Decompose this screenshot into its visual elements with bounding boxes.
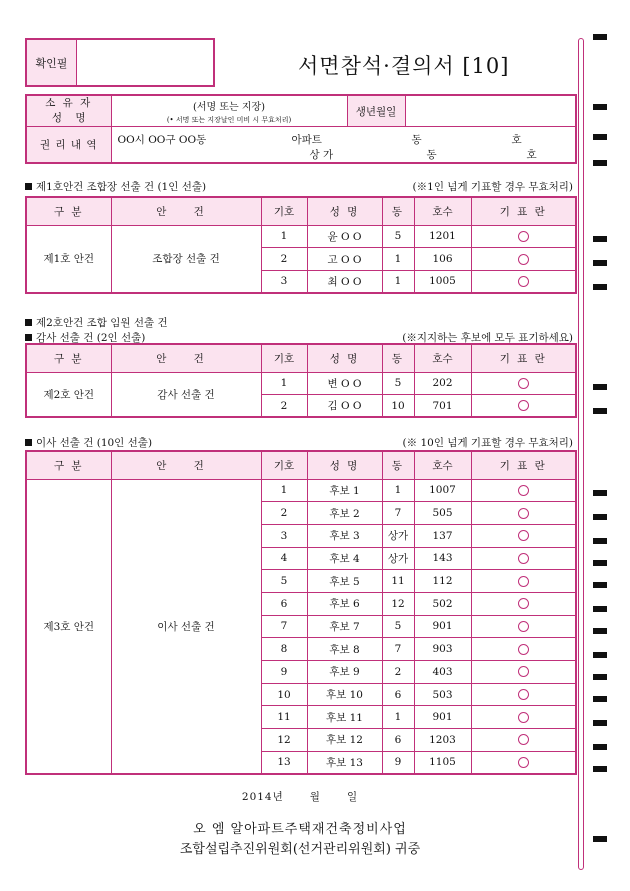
- candidate-number: 11: [261, 706, 307, 729]
- candidate-ho: 106: [414, 248, 471, 271]
- candidate-number: 1: [261, 372, 307, 395]
- owner-name-label: 소 유 자 성 명: [26, 95, 111, 127]
- signature-note: (• 서명 또는 지장날인 미비 시 무효처리): [166, 115, 292, 124]
- header-dong: 동: [382, 197, 414, 225]
- vote-cell[interactable]: [471, 270, 576, 293]
- vote-cell[interactable]: [471, 683, 576, 706]
- candidate-name: 후보 13: [307, 751, 382, 774]
- vote-circle-icon[interactable]: [518, 276, 529, 287]
- header-ho: 호수: [414, 344, 471, 372]
- candidate-number: 2: [261, 502, 307, 525]
- birthdate-label: 생년월일: [347, 95, 405, 127]
- candidate-name: 후보 4: [307, 547, 382, 570]
- candidate-dong: 1: [382, 706, 414, 729]
- candidate-ho: 1005: [414, 270, 471, 293]
- candidate-name: 후보 6: [307, 592, 382, 615]
- candidate-ho: 505: [414, 502, 471, 525]
- section3-title: 이사 선출 건 (10인 선출): [25, 435, 152, 450]
- vote-circle-icon[interactable]: [518, 530, 529, 541]
- candidate-ho: 701: [414, 395, 471, 418]
- candidate-ho: 901: [414, 706, 471, 729]
- date-line: 2014년 월 일: [241, 791, 359, 803]
- header-agenda: 안 건: [111, 197, 261, 225]
- candidate-name: 후보 2: [307, 502, 382, 525]
- vote-table-1: [25, 196, 577, 294]
- scan-mark: [593, 236, 607, 242]
- candidate-dong: 6: [382, 683, 414, 706]
- candidate-dong: 9: [382, 751, 414, 774]
- birthdate-field[interactable]: [405, 95, 576, 127]
- shop-ho-label: 호: [526, 149, 537, 161]
- vote-circle-icon[interactable]: [518, 400, 529, 411]
- candidate-number: 6: [261, 592, 307, 615]
- vote-circle-icon[interactable]: [518, 757, 529, 768]
- vote-circle-icon[interactable]: [518, 644, 529, 655]
- vote-circle-icon[interactable]: [518, 485, 529, 496]
- scan-mark: [593, 836, 607, 842]
- agenda-category: 제3호 안건: [26, 479, 111, 774]
- vote-table-2: [25, 343, 577, 418]
- agenda-title: 조합장 선출 건: [111, 225, 261, 293]
- scan-mark: [593, 652, 607, 658]
- candidate-ho: 403: [414, 661, 471, 684]
- header-vote: 기 표 란: [471, 344, 576, 372]
- candidate-ho: 1007: [414, 479, 471, 502]
- candidate-dong: 10: [382, 395, 414, 418]
- candidate-ho: 112: [414, 570, 471, 593]
- vote-circle-icon[interactable]: [518, 734, 529, 745]
- document-title: 서면참석·결의서 [10]: [298, 54, 510, 78]
- header-vote: 기 표 란: [471, 197, 576, 225]
- candidate-name: 후보 11: [307, 706, 382, 729]
- vote-cell[interactable]: [471, 729, 576, 752]
- header-category: 구 분: [26, 197, 111, 225]
- vote-cell[interactable]: [471, 547, 576, 570]
- scan-mark: [593, 766, 607, 772]
- header-dong: 동: [382, 451, 414, 479]
- candidate-name: 후보 9: [307, 661, 382, 684]
- candidate-name: 후보 10: [307, 683, 382, 706]
- issuer-line-1: 오 엠 알아파트주택재건축정비사업: [193, 822, 407, 837]
- candidate-dong: 1: [382, 248, 414, 271]
- vote-circle-icon[interactable]: [518, 231, 529, 242]
- candidate-name: 후보 7: [307, 615, 382, 638]
- scan-mark: [593, 104, 607, 110]
- candidate-dong: 6: [382, 729, 414, 752]
- scan-mark: [593, 582, 607, 588]
- vote-cell[interactable]: [471, 592, 576, 615]
- candidate-name: 후보 5: [307, 570, 382, 593]
- scan-mark: [593, 674, 607, 680]
- vote-cell[interactable]: [471, 661, 576, 684]
- candidate-name: 최 O O: [307, 270, 382, 293]
- address-text: OO시 OO구 OO동: [117, 134, 207, 146]
- candidate-name: 후보 8: [307, 638, 382, 661]
- owner-info-table: [25, 94, 577, 164]
- vote-cell[interactable]: [471, 502, 576, 525]
- shop-dong-label: 동: [426, 149, 437, 161]
- vote-cell[interactable]: [471, 751, 576, 774]
- side-border-line: [578, 38, 584, 870]
- vote-cell[interactable]: [471, 225, 576, 248]
- vote-cell[interactable]: [471, 706, 576, 729]
- scan-mark: [593, 260, 607, 266]
- vote-circle-icon[interactable]: [518, 712, 529, 723]
- apt-dong-label: 동: [411, 134, 422, 146]
- candidate-ho: 1201: [414, 225, 471, 248]
- vote-cell[interactable]: [471, 570, 576, 593]
- vote-table-3: [25, 450, 577, 775]
- candidate-dong: 1: [382, 479, 414, 502]
- candidate-number: 7: [261, 615, 307, 638]
- vote-circle-icon[interactable]: [518, 254, 529, 265]
- scan-mark: [593, 514, 607, 520]
- candidate-number: 2: [261, 395, 307, 418]
- header-dong: 동: [382, 344, 414, 372]
- vote-cell[interactable]: [471, 372, 576, 395]
- candidate-name: 후보 1: [307, 479, 382, 502]
- candidate-ho: 137: [414, 524, 471, 547]
- header-category: 구 분: [26, 344, 111, 372]
- scan-mark: [593, 160, 607, 166]
- candidate-dong: 5: [382, 225, 414, 248]
- section2-note: (※지지하는 후보에 모두 표기하세요): [402, 332, 573, 344]
- header-agenda: 안 건: [111, 344, 261, 372]
- vote-cell[interactable]: [471, 479, 576, 502]
- candidate-dong: 12: [382, 592, 414, 615]
- candidate-ho: 202: [414, 372, 471, 395]
- candidate-number: 9: [261, 661, 307, 684]
- section2-title-a: 제2호안건 조합 임원 선출 건: [25, 315, 168, 330]
- vote-circle-icon[interactable]: [518, 689, 529, 700]
- header-name: 성 명: [307, 344, 382, 372]
- candidate-number: 12: [261, 729, 307, 752]
- rights-label: 권 리 내 역: [26, 127, 111, 163]
- candidate-dong: 상가: [382, 524, 414, 547]
- candidate-dong: 11: [382, 570, 414, 593]
- candidate-number: 2: [261, 248, 307, 271]
- apartment-label: 아파트: [291, 134, 322, 146]
- candidate-number: 1: [261, 479, 307, 502]
- candidate-row: [26, 372, 576, 395]
- candidate-row: [26, 225, 576, 248]
- vote-cell[interactable]: [471, 524, 576, 547]
- scan-mark: [593, 696, 607, 702]
- vote-circle-icon[interactable]: [518, 598, 529, 609]
- candidate-row: [26, 479, 576, 502]
- candidate-number: 4: [261, 547, 307, 570]
- scan-mark: [593, 490, 607, 496]
- scan-mark: [593, 720, 607, 726]
- header-number: 기호: [261, 197, 307, 225]
- vote-cell[interactable]: [471, 395, 576, 418]
- section1-note: (※1인 넘게 기표할 경우 무효처리): [412, 181, 573, 193]
- candidate-number: 8: [261, 638, 307, 661]
- issuer-line-2: 조합설립추진위원회(선거관리위원회) 귀중: [179, 842, 421, 857]
- candidate-dong: 5: [382, 372, 414, 395]
- vote-cell[interactable]: [471, 248, 576, 271]
- candidate-ho: 1203: [414, 729, 471, 752]
- header-number: 기호: [261, 344, 307, 372]
- scan-mark: [593, 628, 607, 634]
- candidate-ho: 901: [414, 615, 471, 638]
- candidate-dong: 상가: [382, 547, 414, 570]
- candidate-number: 3: [261, 270, 307, 293]
- header-name: 성 명: [307, 197, 382, 225]
- section2-title-b: 감사 선출 건 (2인 선출): [25, 330, 145, 345]
- candidate-number: 10: [261, 683, 307, 706]
- apt-ho-label: 호: [511, 134, 522, 146]
- candidate-ho: 143: [414, 547, 471, 570]
- candidate-ho: 503: [414, 683, 471, 706]
- candidate-ho: 903: [414, 638, 471, 661]
- header-ho: 호수: [414, 197, 471, 225]
- vote-circle-icon[interactable]: [518, 378, 529, 389]
- agenda-category: 제2호 안건: [26, 372, 111, 417]
- section1-title: 제1호안건 조합장 선출 건 (1인 선출): [25, 179, 206, 194]
- candidate-dong: 1: [382, 270, 414, 293]
- vote-cell[interactable]: [471, 615, 576, 638]
- header-number: 기호: [261, 451, 307, 479]
- candidate-dong: 5: [382, 615, 414, 638]
- candidate-dong: 2: [382, 661, 414, 684]
- scan-mark: [593, 134, 607, 140]
- vote-cell[interactable]: [471, 638, 576, 661]
- vote-circle-icon[interactable]: [518, 553, 529, 564]
- confirmation-box: [25, 38, 215, 87]
- candidate-number: 3: [261, 524, 307, 547]
- candidate-name: 윤 O O: [307, 225, 382, 248]
- candidate-name: 후보 12: [307, 729, 382, 752]
- header-name: 성 명: [307, 451, 382, 479]
- agenda-title: 이사 선출 건: [111, 479, 261, 774]
- vote-circle-icon[interactable]: [518, 576, 529, 587]
- scan-mark: [593, 744, 607, 750]
- scan-mark: [593, 34, 607, 40]
- candidate-dong: 7: [382, 502, 414, 525]
- scan-mark: [593, 284, 607, 290]
- scan-mark: [593, 560, 607, 566]
- candidate-name: 변 O O: [307, 372, 382, 395]
- owner-signature-field[interactable]: [111, 95, 347, 127]
- vote-circle-icon[interactable]: [518, 508, 529, 519]
- section3-note: (※ 10인 넘게 기표할 경우 무효처리): [402, 437, 573, 449]
- candidate-number: 1: [261, 225, 307, 248]
- signature-hint: (서명 또는 지장): [192, 101, 266, 113]
- scan-mark: [593, 408, 607, 414]
- candidate-number: 13: [261, 751, 307, 774]
- agenda-category: 제1호 안건: [26, 225, 111, 293]
- vote-circle-icon[interactable]: [518, 666, 529, 677]
- scan-mark: [593, 538, 607, 544]
- header-agenda: 안 건: [111, 451, 261, 479]
- scan-mark: [593, 384, 607, 390]
- candidate-dong: 7: [382, 638, 414, 661]
- shop-label: 상 가: [309, 149, 334, 161]
- candidate-name: 고 O O: [307, 248, 382, 271]
- candidate-name: 김 O O: [307, 395, 382, 418]
- header-ho: 호수: [414, 451, 471, 479]
- candidate-number: 5: [261, 570, 307, 593]
- confirmation-label: 확인필: [27, 40, 77, 85]
- confirmation-stamp-area[interactable]: [77, 40, 213, 85]
- candidate-ho: 1105: [414, 751, 471, 774]
- header-vote: 기 표 란: [471, 451, 576, 479]
- candidate-ho: 502: [414, 592, 471, 615]
- header-category: 구 분: [26, 451, 111, 479]
- agenda-title: 감사 선출 건: [111, 372, 261, 417]
- rights-detail[interactable]: [111, 127, 576, 163]
- candidate-name: 후보 3: [307, 524, 382, 547]
- scan-mark: [593, 606, 607, 612]
- vote-circle-icon[interactable]: [518, 621, 529, 632]
